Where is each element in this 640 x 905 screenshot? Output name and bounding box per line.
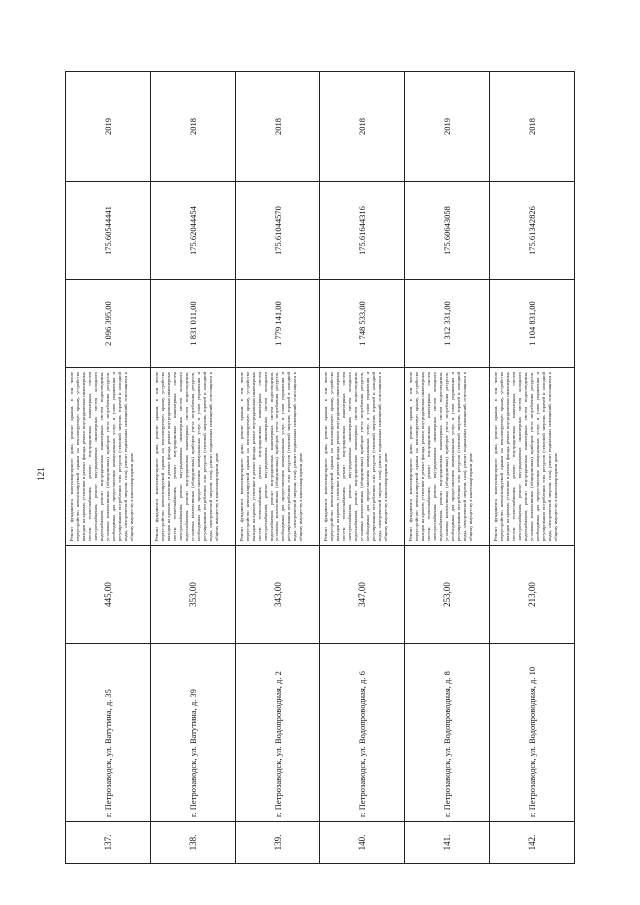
row-number: 142. xyxy=(490,822,575,864)
address-cell: г. Петрозаводск, ул. Водопроводная, д. 6 xyxy=(320,644,405,822)
year-cell: 2018 xyxy=(320,72,405,182)
cost-cell: 1 779 141,00 xyxy=(235,280,320,368)
year-cell: 2019 xyxy=(66,72,151,182)
works-cell: Ремонт фундамента многоквартирного дома, ремонт крыши, в том числе переустройство невентилируемой крыши на вентилируемую крышу, устройство выходов на кровлю, утепление и ремонт фасада, ремонт внутридомовых инженерных систем теплоснабжения, ремонт внутридомовых инженерных систем электроснабжения, ремонт внутридомовых инженерных систем холодного водоснабжения, ремонт внутридомовых инженерных систем водоотведения, установка коллективных (общедомовых) приборов учета потребления ресурсов, необходимых для предоставления коммунальных услуг, и узлов управления и регулирования потребления этих ресурсов (тепловой энергии, горячей и холодной воды, электрической энергии, газа), ремонт подвальных помещений, относящихся к общему имуществу в многоквартирном доме xyxy=(405,368,490,546)
rate-cell: 175.61644316 xyxy=(320,182,405,280)
area-cell: 343,00 xyxy=(235,546,320,644)
year-cell: 2018 xyxy=(490,72,575,182)
works-cell: Ремонт фундамента многоквартирного дома, ремонт крыши, в том числе переустройство невентилируемой крыши на вентилируемую крышу, устройство выходов на кровлю, утепление и ремонт фасада, ремонт внутридомовых инженерных систем теплоснабжения, ремонт внутридомовых инженерных систем электроснабжения, ремонт внутридомовых инженерных систем холодного водоснабжения, ремонт внутридомовых инженерных систем водоотведения, установка коллективных (общедомовых) приборов учета потребления ресурсов, необходимых для предоставления коммунальных услуг, и узлов управления и регулирования потребления этих ресурсов (тепловой энергии, горячей и холодной воды, электрической энергии, газа), ремонт подвальных помещений, относящихся к общему имуществу в многоквартирном доме xyxy=(235,368,320,546)
works-cell: Ремонт фундамента многоквартирного дома, ремонт крыши, в том числе переустройство невентилируемой крыши на вентилируемую крышу, устройство выходов на кровлю, утепление и ремонт фасада, ремонт внутридомовых инженерных систем теплоснабжения, ремонт внутридомовых инженерных систем электроснабжения, ремонт внутридомовых инженерных систем холодного водоснабжения, ремонт внутридомовых инженерных систем водоотведения, установка коллективных (общедомовых) приборов учета потребления ресурсов, необходимых для предоставления коммунальных услуг, и узлов управления и регулирования потребления этих ресурсов (тепловой энергии, горячей и холодной воды, электрической энергии, газа), ремонт подвальных помещений, относящихся к общему имуществу в многоквартирном доме xyxy=(150,368,235,546)
rotated-table-sheet xyxy=(65,72,575,864)
cost-cell: 2 096 395,00 xyxy=(66,280,151,368)
rate-cell: 175.61044570 xyxy=(235,182,320,280)
works-cell: Ремонт фундамента многоквартирного дома, ремонт крыши, в том числе переустройство невентилируемой крыши на вентилируемую крышу, устройство выходов на кровлю, утепление и ремонт фасада, ремонт внутридомовых инженерных систем теплоснабжения, ремонт внутридомовых инженерных систем электроснабжения, ремонт внутридомовых инженерных систем холодного водоснабжения, ремонт внутридомовых инженерных систем водоотведения, установка коллективных (общедомовых) приборов учета потребления ресурсов, необходимых для предоставления коммунальных услуг, и узлов управления и регулирования потребления этих ресурсов (тепловой энергии, горячей и холодной воды, электрической энергии, газа), ремонт подвальных помещений, относящихся к общему имуществу в многоквартирном доме xyxy=(490,368,575,546)
area-cell: 347,00 xyxy=(320,546,405,644)
rate-cell: 175.61342826 xyxy=(490,182,575,280)
works-cell: Ремонт фундамента многоквартирного дома, ремонт крыши, в том числе переустройство невентилируемой крыши на вентилируемую крышу, устройство выходов на кровлю, утепление и ремонт фасада, ремонт внутридомовых инженерных систем теплоснабжения, ремонт внутридомовых инженерных систем электроснабжения, ремонт внутридомовых инженерных систем холодного водоснабжения, ремонт внутридомовых инженерных систем водоотведения, установка коллективных (общедомовых) приборов учета потребления ресурсов, необходимых для предоставления коммунальных услуг, и узлов управления и регулирования потребления этих ресурсов (тепловой энергии, горячей и холодной воды, электрической энергии, газа), ремонт подвальных помещений, относящихся к общему имуществу в многоквартирном доме xyxy=(320,368,405,546)
year-cell: 2018 xyxy=(235,72,320,182)
year-cell: 2018 xyxy=(150,72,235,182)
row-number: 141. xyxy=(405,822,490,864)
area-cell: 213,00 xyxy=(490,546,575,644)
row-number: 139. xyxy=(235,822,320,864)
address-cell: г. Петрозаводск, ул. Ватутина, д. 35 xyxy=(66,644,151,822)
row-number: 138. xyxy=(150,822,235,864)
works-cell: Ремонт фундамента многоквартирного дома, ремонт крыши, в том числе переустройство невентилируемой крыши на вентилируемую крышу, устройство выходов на кровлю, утепление и ремонт фасада, ремонт внутридомовых инженерных систем теплоснабжения, ремонт внутридомовых инженерных систем электроснабжения, ремонт внутридомовых инженерных систем холодного водоснабжения, ремонт внутридомовых инженерных систем водоотведения, установка коллективных (общедомовых) приборов учета потребления ресурсов, необходимых для предоставления коммунальных услуг, и узлов управления и регулирования потребления этих ресурсов (тепловой энергии, горячей и холодной воды, электрической энергии, газа), ремонт подвальных помещений, относящихся к общему имуществу в многоквартирном доме xyxy=(66,368,151,546)
table-row xyxy=(405,72,490,864)
area-cell: 445,00 xyxy=(66,546,151,644)
rate-cell: 175.60544441 xyxy=(66,182,151,280)
table-row xyxy=(66,72,151,864)
area-cell: 253,00 xyxy=(405,546,490,644)
row-number: 137. xyxy=(66,822,151,864)
address-cell: г. Петрозаводск, ул. Водопроводная, д. 10 xyxy=(490,644,575,822)
table-row xyxy=(235,72,320,864)
cost-cell: 1 748 533,00 xyxy=(320,280,405,368)
repair-program-table xyxy=(65,71,575,864)
area-cell: 353,00 xyxy=(150,546,235,644)
address-cell: г. Петрозаводск, ул. Ватутина, д. 39 xyxy=(150,644,235,822)
row-number: 140. xyxy=(320,822,405,864)
cost-cell: 1 312 331,00 xyxy=(405,280,490,368)
cost-cell: 1 104 831,00 xyxy=(490,280,575,368)
rate-cell: 175.62044454 xyxy=(150,182,235,280)
table-row xyxy=(150,72,235,864)
year-cell: 2019 xyxy=(405,72,490,182)
page-number: 121 xyxy=(36,467,46,481)
table-row xyxy=(320,72,405,864)
rate-cell: 175.60643058 xyxy=(405,182,490,280)
address-cell: г. Петрозаводск, ул. Водопроводная, д. 8 xyxy=(405,644,490,822)
table-row xyxy=(490,72,575,864)
address-cell: г. Петрозаводск, ул. Водопроводная, д. 2 xyxy=(235,644,320,822)
cost-cell: 1 831 011,00 xyxy=(150,280,235,368)
